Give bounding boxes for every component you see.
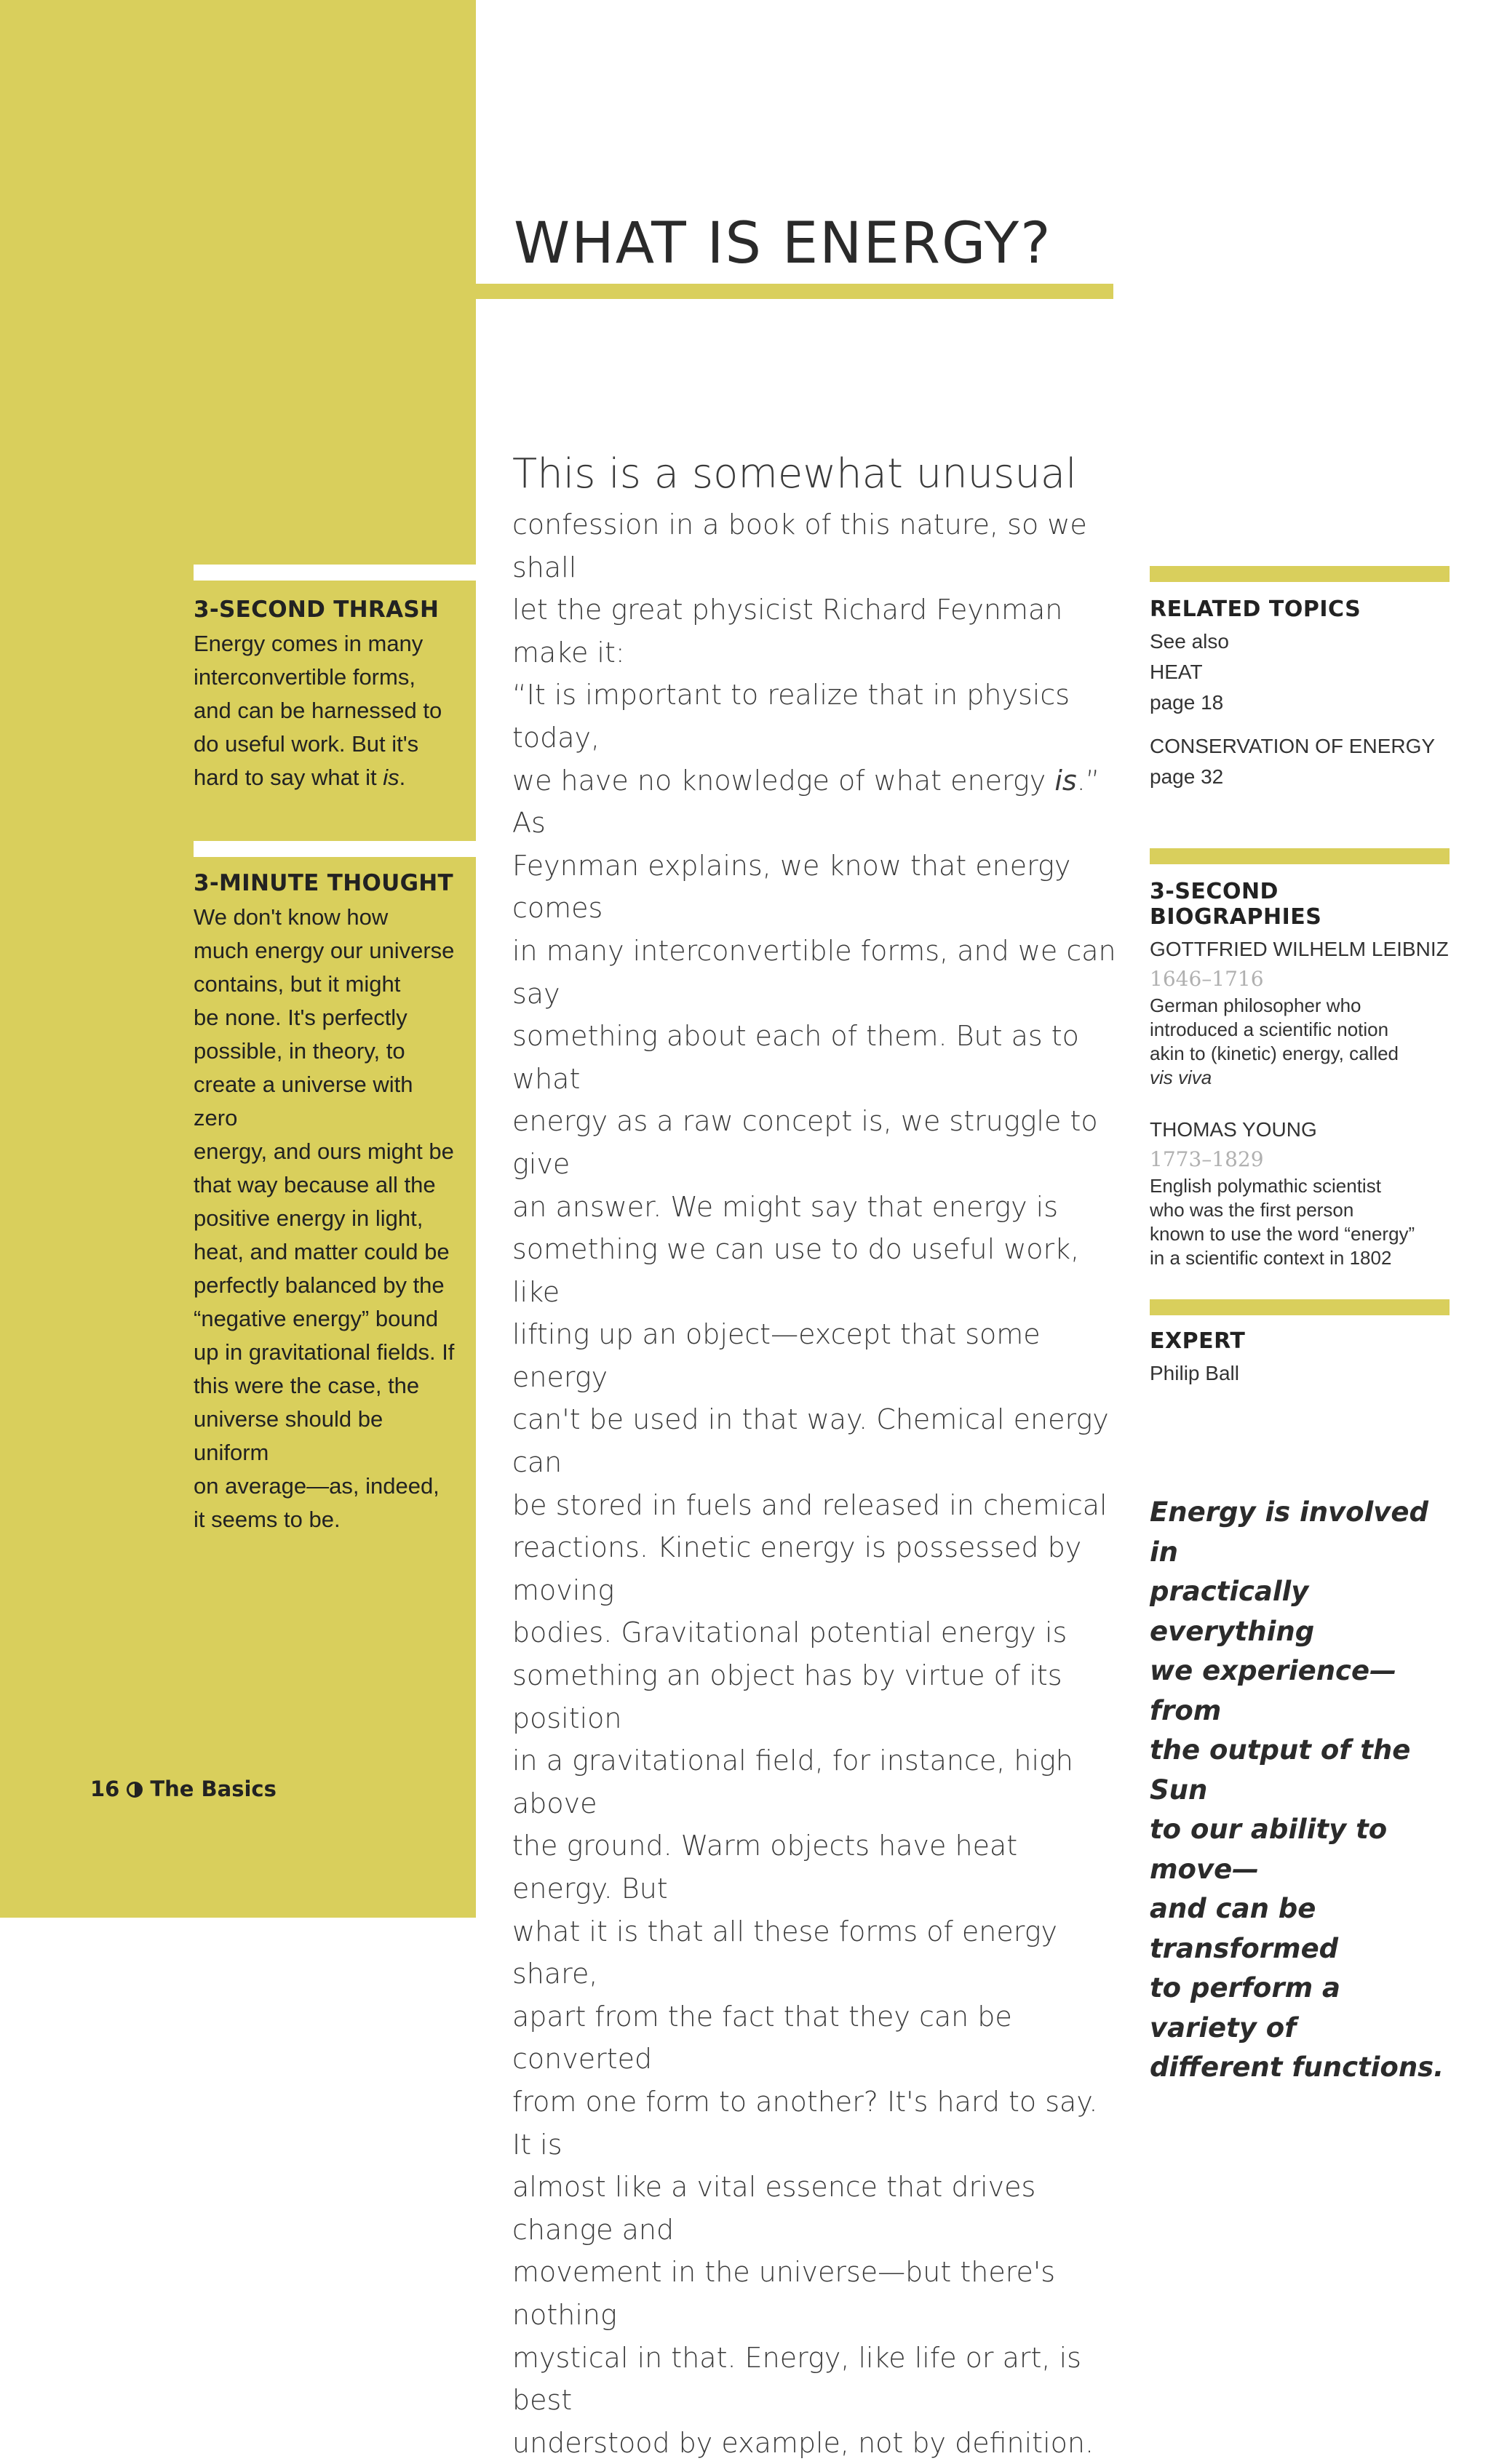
thought-line: create a universe with zero — [194, 1072, 413, 1131]
body-line: something an object has by virtue of its position — [512, 1659, 1062, 1734]
thought-line: it seems to be. — [194, 1507, 341, 1532]
bio-line: known to use the word “energy” — [1150, 1223, 1415, 1245]
body-line: understood by example, not by definition. — [512, 2426, 1094, 2459]
expert-rule — [1150, 1299, 1450, 1315]
page-number: 16 — [90, 1777, 120, 1801]
body-line: an answer. We might say that energy is — [512, 1190, 1059, 1223]
thought-text — [194, 901, 463, 1536]
thrash-line: and can be harnessed to — [194, 698, 442, 723]
section-name: The Basics — [150, 1777, 277, 1801]
caption-line: Energy is involved in — [1150, 1496, 1428, 1568]
body-line: we have no knowledge of what energy — [512, 764, 1055, 797]
bio-line: English polymathic scientist — [1150, 1175, 1381, 1197]
thrash-heading: 3-SECOND THRASH — [194, 597, 440, 623]
thought-line: much energy our universe — [194, 938, 455, 963]
caption-line: the output of the Sun — [1150, 1734, 1411, 1806]
thought-line: that way because all the — [194, 1172, 436, 1197]
expert-heading: EXPERT — [1150, 1328, 1246, 1354]
thrash-line: do useful work. But it's — [194, 731, 419, 757]
see-also: See also — [1150, 630, 1229, 653]
bio-name-young: THOMAS YOUNG — [1150, 1118, 1317, 1141]
caption-line: to our ability to move— — [1150, 1814, 1388, 1885]
body-line: energy as a raw concept is, we struggle to give — [512, 1105, 1098, 1180]
body-line: apart from the fact that they can be converted — [512, 2000, 1012, 2076]
bio-line: who was the first person — [1150, 1199, 1354, 1221]
thought-line: We don't know how — [194, 904, 389, 930]
thought-line: perfectly balanced by the — [194, 1272, 445, 1298]
biographies-rule — [1150, 848, 1450, 864]
bio-dates-leibniz: 1646–1716 — [1150, 967, 1264, 991]
thought-line: contains, but it might — [194, 971, 401, 997]
lead-line: This is a somewhat unusual — [512, 450, 1077, 498]
thought-line: positive energy in light, — [194, 1205, 424, 1231]
page-title: WHAT IS ENERGY? — [514, 211, 1052, 276]
expert-name: Philip Ball — [1150, 1362, 1239, 1384]
related-rule — [1150, 566, 1450, 582]
body-line: let the great physicist Richard Feynman make it: — [512, 594, 1063, 669]
thought-heading: 3-MINUTE THOUGHT — [194, 870, 454, 896]
caption-line: we experience—from — [1150, 1655, 1397, 1726]
body-line: almost like a vital essence that drives change and — [512, 2171, 1036, 2246]
thrash-text — [194, 627, 463, 794]
body-line: from one form to another? It's hard to say. It is — [512, 2085, 1098, 2161]
body-line: can't be used in that way. Chemical energy can — [512, 1403, 1109, 1479]
bio-line: akin to (kinetic) energy, called — [1150, 1042, 1399, 1064]
body-line: movement in the universe—but there's nothing — [512, 2256, 1056, 2331]
body-line: in a gravitational field, for instance, high above — [512, 1745, 1073, 1819]
thrash-punct: . — [399, 765, 406, 790]
bio-emphasis: vis viva — [1150, 1066, 1212, 1088]
related-topic-conservation-page: page 32 — [1150, 765, 1224, 788]
thought-line: heat, and matter could be — [194, 1239, 450, 1264]
three-minute-thought — [194, 870, 463, 1536]
caption-line: to perform a variety of — [1150, 1972, 1340, 2044]
related-topic-heat-page: page 18 — [1150, 691, 1224, 714]
body-line: .” As — [512, 764, 1100, 840]
bio-line: in a scientific context in 1802 — [1150, 1247, 1392, 1269]
body-line: Feynman explains, we know that energy comes — [512, 849, 1071, 925]
title-rule — [476, 284, 1113, 299]
body-line: mystical in that. Energy, like life or art, is best — [512, 2341, 1081, 2417]
caption-line: practically everything — [1150, 1576, 1315, 1647]
body-line: something about each of them. But as to what — [512, 1020, 1079, 1095]
thought-line: possible, in theory, to — [194, 1038, 405, 1064]
body-line: be stored in fuels and released in chemical — [512, 1488, 1108, 1521]
image-caption — [1150, 1493, 1455, 2088]
thrash-line: interconvertible forms, — [194, 664, 416, 690]
bio-dates-young: 1773–1829 — [1150, 1147, 1264, 1171]
thought-line: universe should be uniform — [194, 1406, 383, 1465]
body-line: the ground. Warm objects have heat energy. But — [512, 1830, 1018, 1905]
three-second-thrash — [194, 597, 463, 794]
body-line: in many interconvertible forms, and we can say — [512, 934, 1116, 1010]
body-line: lifting up an object—except that some energy — [512, 1318, 1041, 1393]
bio-name-leibniz: GOTTFRIED WILHELM LEIBNIZ — [1150, 938, 1449, 960]
expert-section — [1150, 1328, 1450, 1389]
thrash-line: hard to say what it — [194, 765, 383, 790]
three-second-biographies — [1150, 879, 1450, 1270]
thought-line: this were the case, the — [194, 1373, 420, 1398]
body-line: “It is important to realize that in physics today, — [512, 679, 1070, 754]
body-line: what it is that all these forms of energy share, — [512, 1915, 1058, 1990]
body-line: confession in a book of this nature, so we shall — [512, 509, 1087, 583]
thought-line: be none. It's perfectly — [194, 1005, 407, 1030]
related-topic-conservation[interactable]: CONSERVATION OF ENERGY — [1150, 735, 1436, 757]
bio-line: German philosopher who — [1150, 994, 1361, 1016]
main-body-text — [512, 445, 1124, 2464]
bio-desc-young — [1150, 1174, 1450, 1270]
body-line: something we can use to do useful work, like — [512, 1233, 1080, 1308]
bio-desc-leibniz — [1150, 994, 1450, 1090]
thrash-line: Energy comes in many — [194, 631, 424, 656]
thought-line: up in gravitational fields. If — [194, 1339, 455, 1365]
body-emphasis: is — [1054, 764, 1077, 797]
body-line: bodies. Gravitational potential energy is — [512, 1616, 1067, 1649]
thrash-emphasis: is — [383, 765, 399, 790]
thought-line: on average—as, indeed, — [194, 1473, 440, 1499]
thought-line: energy, and ours might be — [194, 1139, 454, 1164]
caption-line: and can be transformed — [1150, 1893, 1339, 1964]
body-line: reactions. Kinetic energy is possessed by moving — [512, 1531, 1082, 1606]
page-footer — [90, 1777, 277, 1801]
bio-line: introduced a scientific notion — [1150, 1018, 1389, 1040]
related-topics — [1150, 597, 1450, 792]
related-topic-heat[interactable]: HEAT — [1150, 661, 1203, 683]
biographies-heading: 3-SECOND BIOGRAPHIES — [1150, 879, 1322, 930]
half-circle-icon — [127, 1782, 143, 1798]
caption-line: different functions. — [1150, 2052, 1444, 2083]
thrash-divider — [194, 565, 476, 581]
related-heading: RELATED TOPICS — [1150, 597, 1361, 622]
thought-line: “negative energy” bound — [194, 1306, 439, 1331]
thought-divider — [194, 841, 476, 857]
